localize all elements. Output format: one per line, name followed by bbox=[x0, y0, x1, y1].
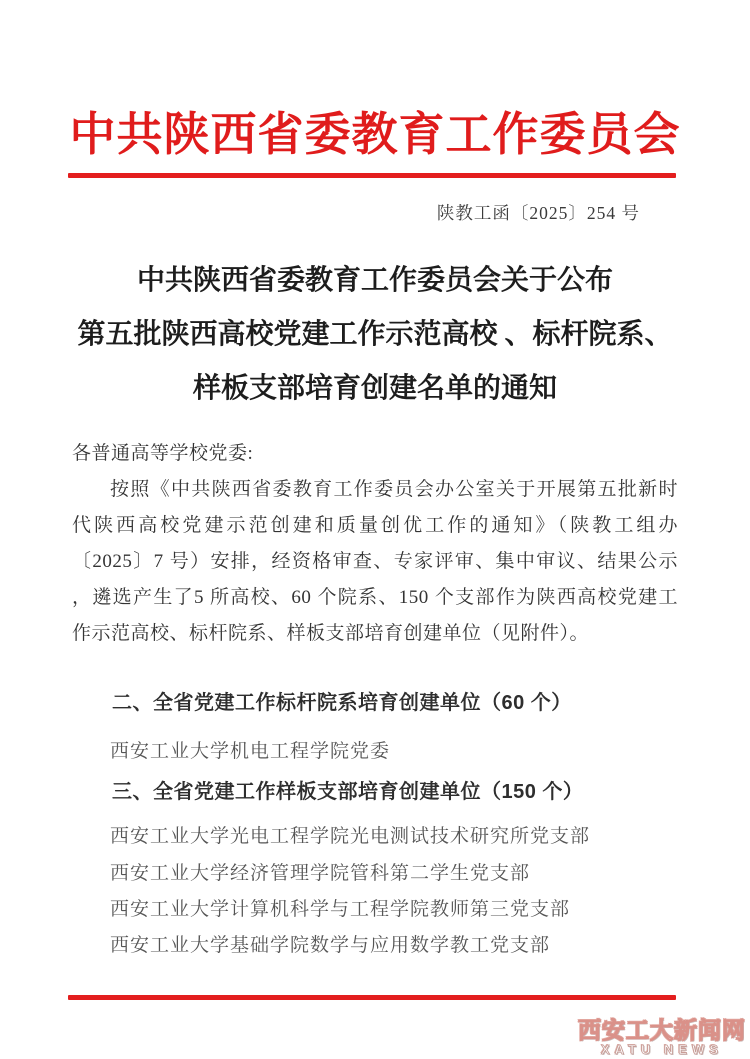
section-item: 西安工业大学经济管理学院管科第二学生党支部 bbox=[110, 863, 531, 884]
watermark-english-text: XATU NEWS bbox=[600, 1042, 724, 1058]
news-site-watermark bbox=[576, 1018, 748, 1057]
section-heading-benchmark-departments: 二、全省党建工作标杆院系培育创建单位（60 个） bbox=[112, 692, 572, 714]
red-footer-divider bbox=[68, 995, 676, 1000]
salutation: 各普通高等学校党委: bbox=[72, 443, 254, 464]
red-header-divider bbox=[68, 173, 676, 178]
paragraph-line-4: ，遴选产生了5 所高校、60 个院系、150 个支部作为陕西高校党建工 bbox=[72, 587, 678, 608]
issuing-authority-title: 中共陕西省委教育工作委员会 bbox=[69, 109, 681, 160]
section-heading-model-branches: 三、全省党建工作样板支部培育创建单位（150 个） bbox=[112, 781, 584, 803]
paragraph-line-1: 按照《中共陕西省委教育工作委员会办公室关于开展第五批新时 bbox=[110, 479, 678, 500]
document-title bbox=[0, 254, 750, 416]
document-title-line-2: 第五批陕西高校党建工作示范高校 、标杆院系、 bbox=[77, 319, 673, 350]
section-item: 西安工业大学机电工程学院党委 bbox=[110, 741, 391, 762]
paragraph-line-2: 代陕西高校党建示范创建和质量创优工作的通知》（陕教工组办 bbox=[72, 515, 678, 536]
paragraph-line-3: 〔2025〕7 号）安排，经资格审查、专家评审、集中审议、结果公示 bbox=[72, 551, 678, 572]
watermark-chinese-text: 西安工大新闻网 bbox=[578, 1017, 746, 1044]
document-reference-number: 陕教工函〔2025〕254 号 bbox=[436, 203, 640, 223]
document-title-line-3: 样板支部培育创建名单的通知 bbox=[192, 373, 557, 404]
section-item: 西安工业大学基础学院数学与应用数学教工党支部 bbox=[110, 935, 551, 956]
paragraph-line-5: 作示范高校、标杆院系、样板支部培育创建单位（见附件）。 bbox=[72, 623, 590, 644]
section-item: 西安工业大学计算机科学与工程学院教师第三党支部 bbox=[110, 899, 571, 920]
section-item: 西安工业大学光电工程学院光电测试技术研究所党支部 bbox=[110, 826, 591, 847]
document-title-line-1: 中共陕西省委教育工作委员会关于公布 bbox=[136, 265, 613, 296]
